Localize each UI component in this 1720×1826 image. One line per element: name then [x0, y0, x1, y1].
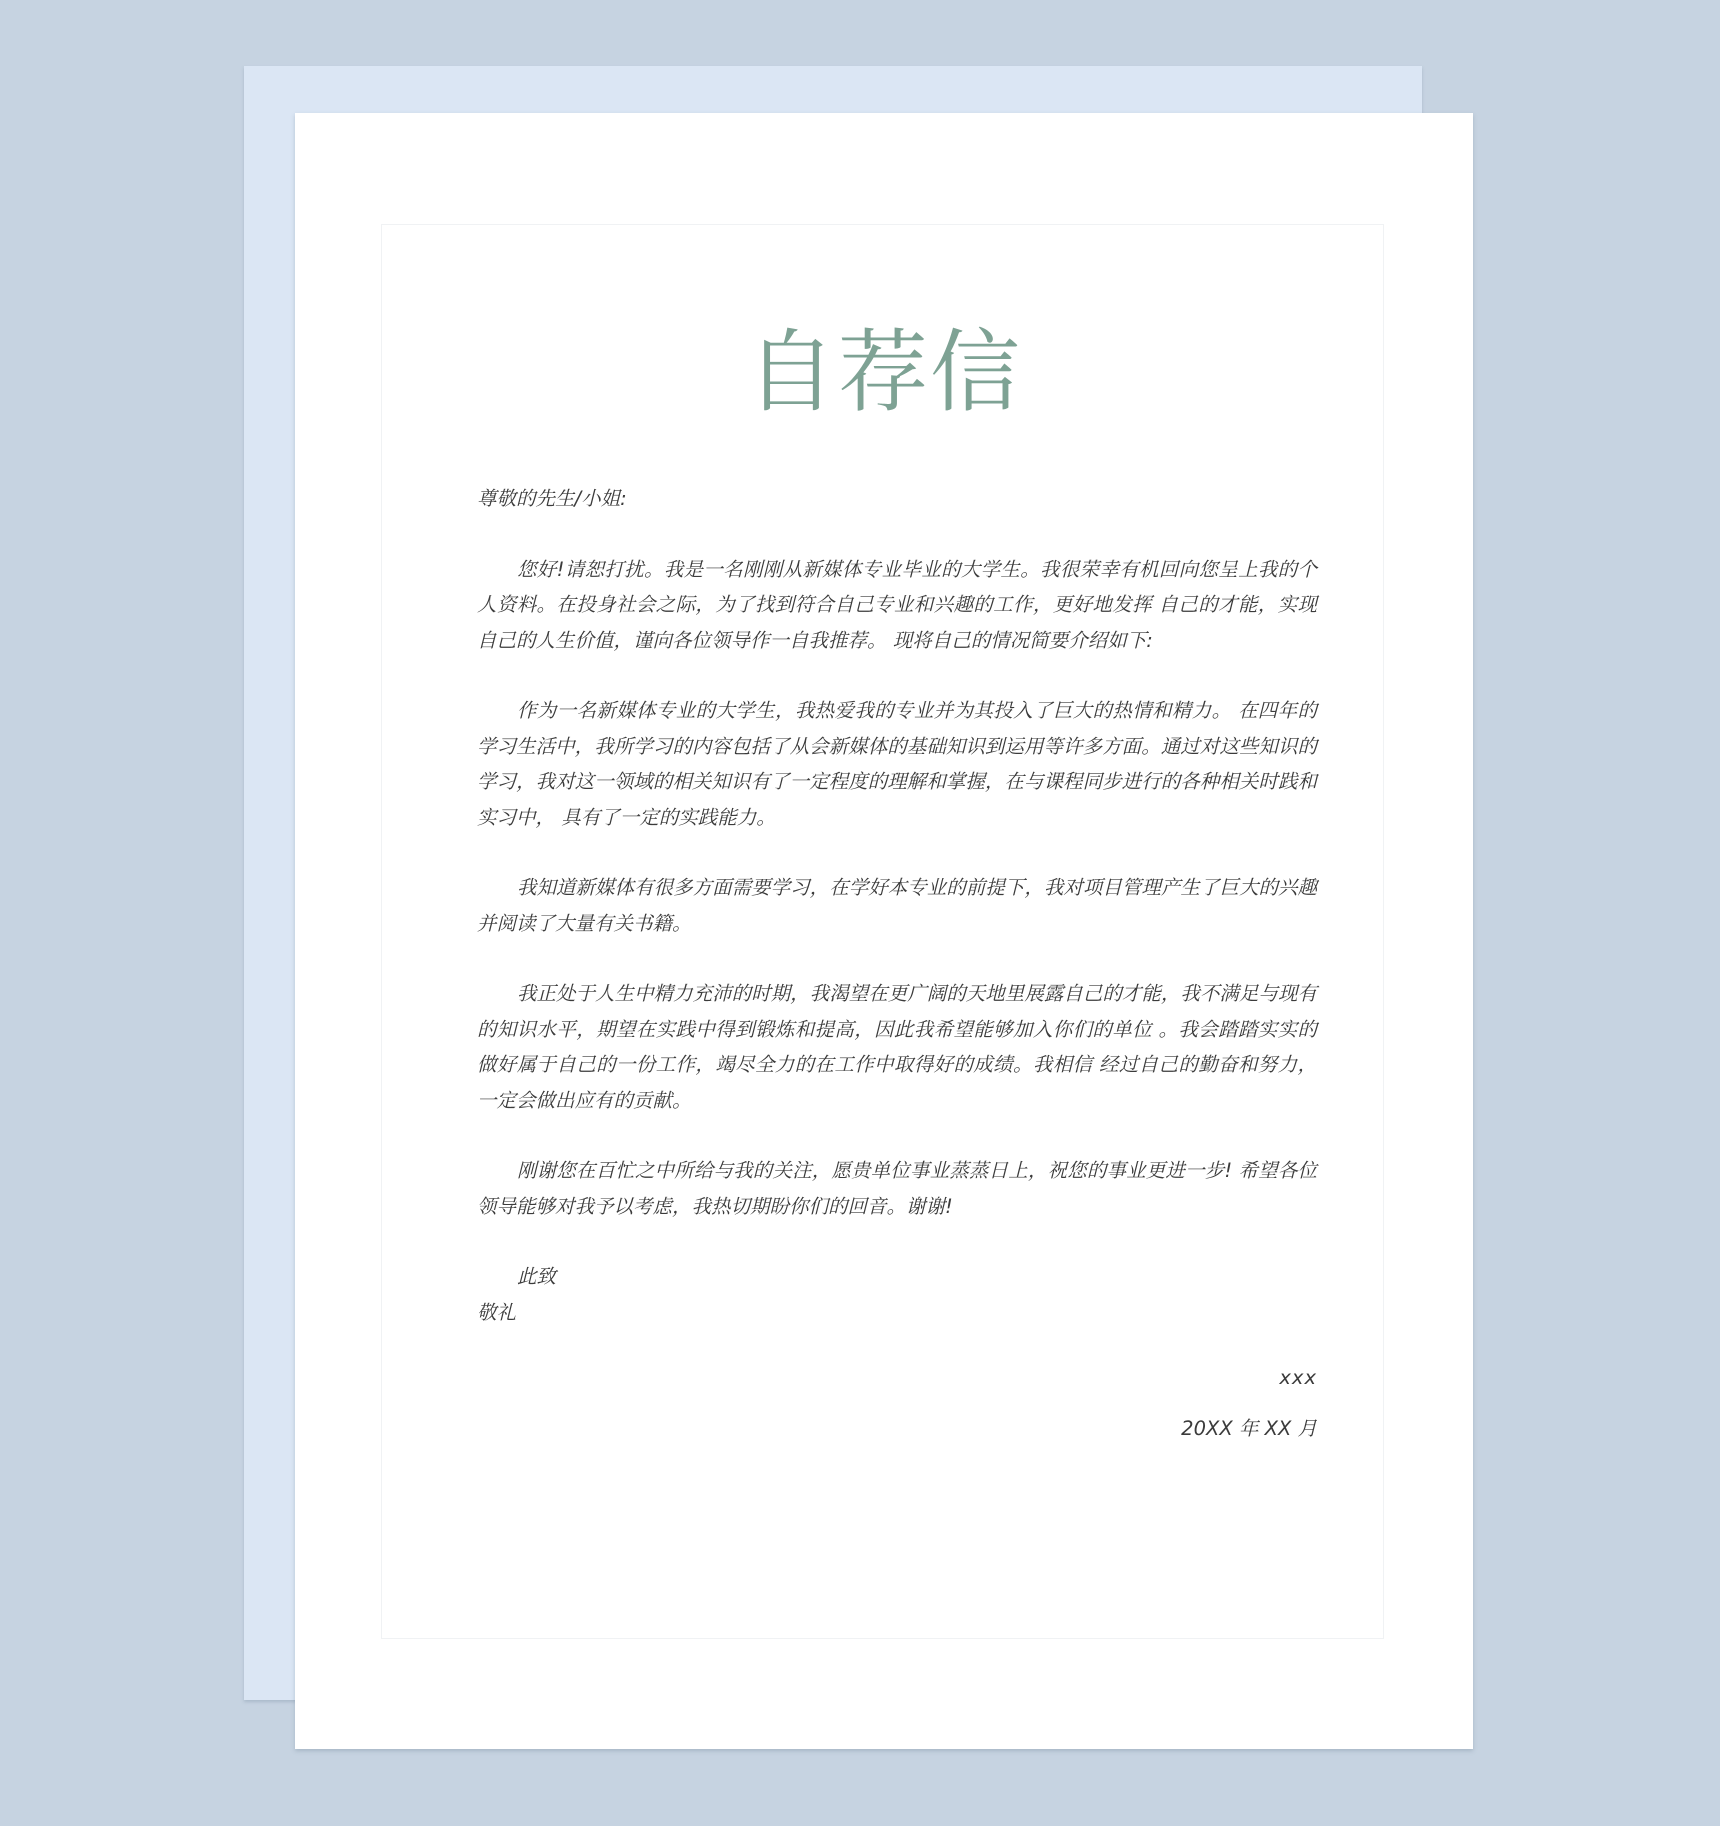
letter-page [295, 113, 1473, 1749]
letter-greeting: 尊敬的先生/小姐: [477, 487, 627, 510]
signature-name: xxx [1279, 1366, 1317, 1389]
letter-body [477, 481, 1317, 1446]
letter-paragraph-2: 作为一名新媒体专业的大学生，我热爱我的专业并为其投入了巨大的热情和精力。 在四年的学习生活中，我所学习的内容包括了从会新媒体的基础知识到运用等许多方面。通过对这些知识的学习，我对这一领域的相关知识有了一定程度的理解和掌握，在与课程同步进行的各种相关时践和实习中， 具有了一定的实践能力。 [477, 699, 1317, 829]
letter-title: 自荐信 [746, 320, 1022, 425]
letter-paragraph-3: 我知道新媒体有很多方面需要学习，在学好本专业的前提下，我对项目管理产生了巨大的兴趣并阅读了大量有关书籍。 [477, 876, 1317, 935]
signature-date: 20XX 年 XX 月 [1181, 1416, 1317, 1440]
closing-salutation-1: 此致 [517, 1265, 557, 1288]
letter-paragraph-4: 我正处于人生中精力充沛的时期，我渴望在更广阔的天地里展露自己的才能，我不满足与现有的知识水平，期望在实践中得到锻炼和提高，因此我希望能够加入你们的单位 。我会踏踏实实的做好属于自己的一份工作，竭尽全力的在工作中取得好的成绩。我相信 经过自己的勤奋和努力，一定会做出应有的贡献。 [477, 982, 1317, 1112]
letter-paragraph-5: 刚谢您在百忙之中所给与我的关注，愿贵单位事业蒸蒸日上，祝您的事业更进一步! 希望各位领导能够对我予以考虑，我热切期盼你们的回音。谢谢! [477, 1159, 1317, 1218]
closing-salutation-2: 敬礼 [477, 1300, 517, 1324]
letter-paragraph-1: 您好!请恕打扰。我是一名刚刚从新媒体专业毕业的大学生。我很荣幸有机回向您呈上我的个人资料。在投身社会之际，为了找到符合自己专业和兴趣的工作，更好地发挥 自己的才能，实现自己的人生价值，谨向各位领导作一自我推荐。 现将自己的情况简要介绍如下: [477, 557, 1317, 652]
